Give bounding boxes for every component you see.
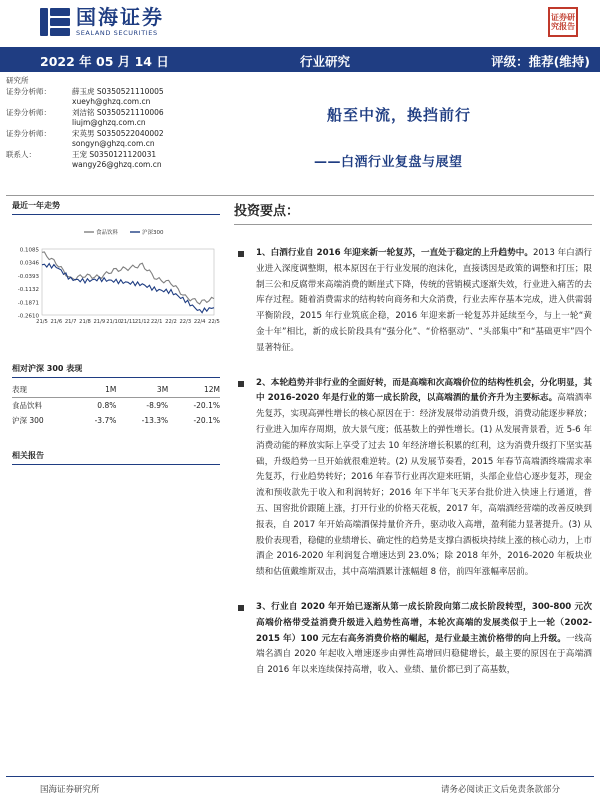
- analyst-list: [6, 76, 236, 171]
- email-link[interactable]: xueyh@ghzq.com.cn: [72, 97, 151, 106]
- email-link[interactable]: songyn@ghzq.com.cn: [72, 139, 155, 148]
- x-tick-label: 21/8: [79, 319, 91, 325]
- perf-table: [12, 382, 220, 428]
- table-row: 沪深 300 -3.7% -13.3% -20.1%: [12, 416, 220, 425]
- x-tick-label: 21/5: [36, 319, 48, 325]
- report-title: 船至中流，换挡前行: [327, 106, 472, 124]
- company-logo: [40, 7, 164, 37]
- divider: [6, 195, 594, 196]
- footer-disclaimer: 请务必阅读正文后免责条款部分: [440, 785, 560, 795]
- report-date: 2022 年 05 月 14 日: [40, 54, 169, 69]
- report-type: 行业研究: [300, 54, 351, 69]
- y-tick-label: 0.0346: [19, 260, 39, 267]
- x-tick-label: 22/2: [165, 319, 177, 325]
- y-tick-label: -0.0393: [17, 273, 39, 280]
- legend-label: 食品饮料: [96, 230, 119, 236]
- y-tick-label: -0.2610: [17, 313, 39, 320]
- table-header-row: 表现 1M 3M 12M: [12, 382, 220, 398]
- email-link[interactable]: liujm@ghzq.com.cn: [72, 118, 146, 127]
- rating: 评级：推荐(维持): [491, 54, 590, 69]
- report-subtitle: ——白酒行业复盘与展望: [314, 155, 463, 170]
- table-row: 食品饮料 0.8% -8.9% -20.1%: [12, 401, 220, 410]
- main-content: [234, 200, 592, 679]
- perf-heading: 相对沪深 300 表现: [12, 363, 220, 378]
- key-point: 2、本轮趋势并非行业的全面好转，而是高端和次高端价位的结构性机会，分化明显，其中 2016-2020 年是行业的第一成长阶段，以高端酒的量价齐升为主要标志。高端酒率先复苏，实现高弹性增长的核心原因在于：经济发展带动消费升级，消费动能逐步释放；行业进入加库存周期，放大景气度；低基数上的弹性增长。(1) 从发展背景看，近 5-6 年消费动能的释放实际上享受了过去 10 年经济增长积累的红利，这为消费升级打下坚实基础，升级趋势一旦开始就很难逆转。(2) 从发展节奏看，2015 年春节高端酒终端需求率先复苏，行业趋势转好；2016 年春节行业再次迎来旺销，头部企业信心逐步复苏，现金流和预收款先于收入和利润转好；2016 年下半年飞天茅台批价进入快速上行通道，普五、国窖批价跟随上涨，打开行业的价格天花板，2017 年，高端酒经营端的改善反映到报表，自 2017 年开始高端酒保持量价齐升，驱动收入高增，盈利能力显著提升。(3) 从股价表现看，稳健的业绩增长、确定性的趋势是支撑白酒板块持续上涨的核心动力，上市酒企 2016-2020 年利润复合增速达到 23.0%；除 2018 年外，2016-2020 年板块业绩和估值戴维斯双击，其中高端酒累计涨幅超 8 倍，前四年涨幅率居前。: [234, 376, 592, 581]
- header-band: [0, 47, 600, 72]
- x-tick-label: 22/1: [150, 319, 163, 325]
- x-tick-label: 21/7: [64, 319, 77, 325]
- x-tick-label: 21/6: [50, 319, 63, 325]
- analyst-row: [6, 160, 236, 171]
- footer-divider: [6, 776, 594, 777]
- analyst-row: [6, 118, 236, 129]
- analyst-row: 联系人： 王宠 S0350121120031: [6, 149, 157, 159]
- x-tick-label: 21/9: [93, 319, 106, 325]
- x-tick-label: 21/10: [106, 319, 122, 325]
- trend-heading: 最近一年走势: [12, 200, 220, 215]
- y-tick-label: 0.1085: [19, 247, 39, 254]
- logo-mark-icon: [40, 8, 70, 36]
- bullet-square-icon: [238, 605, 244, 611]
- x-tick-label: 22/5: [208, 319, 220, 325]
- y-tick-label: -0.1132: [17, 287, 39, 294]
- company-name-en: SEALAND SECURITIES: [76, 29, 158, 37]
- legend-label: 沪深300: [142, 230, 164, 236]
- related-reports-heading: 相关报告: [12, 450, 220, 465]
- email-link[interactable]: wangy26@ghzq.com.cn: [72, 160, 162, 169]
- analyst-row: [6, 97, 236, 108]
- x-tick-label: 22/3: [179, 319, 192, 325]
- x-tick-label: 22/4: [193, 319, 206, 325]
- analyst-row: [6, 139, 236, 150]
- trend-chart-svg: [12, 219, 220, 331]
- footer-institute: 国海证券研究所: [40, 785, 100, 795]
- research-report-seal: 证券研究报告: [548, 7, 578, 37]
- bullet-square-icon: [238, 251, 244, 257]
- institute-label: 研究所: [6, 76, 29, 85]
- x-tick-label: 21/12: [134, 319, 150, 325]
- sidebar: [12, 200, 220, 465]
- company-name-cn: 国海证券: [76, 5, 164, 29]
- investment-points-heading: 投资要点：: [234, 200, 592, 225]
- analyst-row: 证券分析师： 刘洁铭 S0350521110006: [6, 107, 164, 117]
- x-tick-label: 21/11: [120, 319, 136, 325]
- key-point: 1、白酒行业自 2016 年迎来新一轮复苏，一直处于稳定的上升趋势中。2013 年白酒行业进入深度调整期，根本原因在于行业发展的泡沫化，直接诱因是政策的调整和打压；限制三公和反腐带来高端消费的断崖式下降，传统的营销模式逐渐失效，行业进入痛苦的去库存过程。随着消费需求的结构转向商务和大众消费，行业去库存基本完成，进入供需弱平衡阶段，2015 年行业筑底企稳，2016 年迎来新一轮复苏并延续至今，与上一轮“黄金十年”相比，新的成长阶段具有“强分化”、“价格驱动”、“头部集中”和“基础更牢”四个显著特征。: [234, 246, 592, 357]
- analyst-row: 证券分析师： 薛玉虎 S0350521110005: [6, 86, 164, 96]
- trend-chart: [12, 219, 220, 331]
- analyst-row: 证券分析师： 宋英男 S0350522040002: [6, 128, 164, 138]
- y-tick-label: -0.1871: [17, 300, 39, 307]
- bullet-square-icon: [238, 381, 244, 387]
- key-point: 3、行业自 2020 年开始已逐渐从第一成长阶段向第二成长阶段转型，300-800 元次高端价格带受益消费升级进入趋势性高增，本轮次高端的发展类似于上一轮（2002-2015 年）100 元左右高务消费价格的崛起，是行业最主流价格带的向上升级。一线高端名酒自 2020 年起收入增速逐步由弹性高增回归稳健增长，最主要的原因在于高端酒自 2016 年以来连续保持高增，收入、业绩、量价都已到了高基数，: [234, 600, 592, 679]
